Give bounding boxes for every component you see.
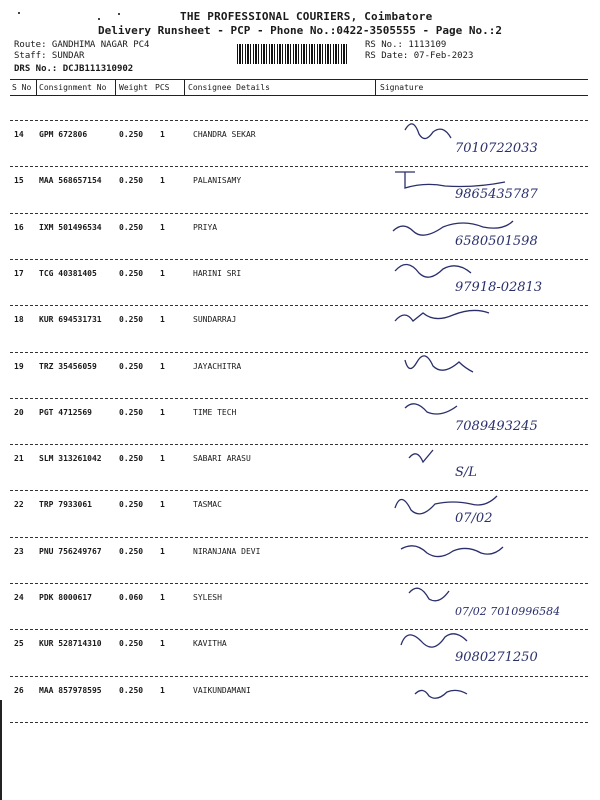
row-sno: 24 [14,593,24,602]
row-weight: 0.250 [119,130,144,139]
row-consignee: SUNDARRAJ [193,315,237,325]
row-pcs: 1 [160,361,165,371]
row-consignment-no: SLM 313261042 [39,454,102,464]
handwritten-signature [385,535,595,575]
row-consignee: TASMAC [193,500,222,510]
document-subtitle: Delivery Runsheet - PCP - Phone No.:0422-3505555 - Page No.:2 [98,24,502,37]
row-weight: 0.250 [119,407,144,417]
row-sno: 17 [14,268,24,278]
row-weight: 0.250 [119,546,144,556]
row-pcs: 1 [160,222,165,232]
row-sno: 15 [14,176,24,186]
row-sno: 16 [14,222,24,232]
row-pcs: 1 [160,546,165,556]
signature-phone-text: 07/02 [455,511,493,527]
row-consignee: VAIKUNDAMANI [193,685,251,695]
staff-field: Staff: SUNDAR [14,51,85,61]
row-sno: 19 [14,361,24,371]
row-pcs: 1 [160,407,165,417]
row-consignment-no: TCG 40381405 [39,268,97,278]
row-consignment-no: PGT 4712569 [39,407,92,417]
signature-phone-text: S/L [455,465,477,481]
handwritten-signature [385,488,595,528]
row-consignment-no: PNU 756249767 [39,546,102,556]
row-sno: 14 [14,130,24,139]
row-consignee: PALANISAMY [193,176,242,186]
row-sno: 25 [14,639,24,649]
column-divider [375,80,376,95]
row-consignee: JAYACHITRA [193,361,242,371]
row-consignee: KAVITHA [193,639,227,649]
column-divider [184,80,185,95]
row-pcs: 1 [160,454,165,464]
row-pcs: 1 [160,315,165,325]
row-sno: 22 [14,500,24,510]
handwritten-signature [385,118,595,158]
handwritten-signature [385,303,595,343]
row-consignee: TIME TECH [193,407,237,417]
signature-phone-text: 9080271250 [455,650,538,666]
handwritten-signature [385,396,595,436]
row-consignee: HARINI SRI [193,268,242,278]
row-sno: 20 [14,407,24,417]
row-consignment-no: KUR 694531731 [39,315,102,325]
column-header-weight: Weight [119,83,148,92]
column-header-sno: S No [12,83,32,92]
row-weight: 0.060 [119,593,144,602]
row-consignee: PRIYA [193,222,218,232]
row-pcs: 1 [160,593,165,602]
row-pcs: 1 [160,639,165,649]
row-consignment-no: TRZ 35456059 [39,361,97,371]
drs-number: DRS No.: DCJB111310902 [14,64,134,74]
rs-number: RS No.: 1113109 [365,40,447,50]
row-consignment-no: KUR 528714310 [39,639,102,649]
row-pcs: 1 [160,268,165,278]
row-consignment-no: TRP 7933061 [39,500,92,510]
row-sno: 26 [14,685,24,695]
row-weight: 0.250 [119,268,144,278]
signature-phone-text: 7089493245 [455,418,538,434]
row-weight: 0.250 [119,361,144,371]
handwritten-signature [385,674,595,714]
handwritten-signature [385,581,595,621]
column-divider [36,80,37,95]
signature-phone-text: 9865435787 [455,187,538,203]
signature-phone-text: 07/02 7010996584 [455,605,561,618]
handwritten-signature [385,350,595,390]
row-sno: 23 [14,546,24,556]
row-weight: 0.250 [119,222,144,232]
scan-speck [118,13,120,15]
row-consignment-no: MAA 568657154 [39,176,102,186]
row-weight: 0.250 [119,454,144,464]
signature-phone-text: 6580501598 [455,233,538,249]
row-consignment-no: PDK 8000617 [39,593,92,602]
signature-phone-text: 7010722033 [455,141,538,156]
column-divider [115,80,116,95]
handwritten-signature [385,164,595,204]
scan-speck [98,18,100,20]
row-weight: 0.250 [119,500,144,510]
rs-date: RS Date: 07-Feb-2023 [365,51,474,61]
row-weight: 0.250 [119,639,144,649]
row-consignment-no: IXM 501496534 [39,222,102,232]
document-title: THE PROFESSIONAL COURIERS, Coimbatore [180,10,433,23]
signature-phone-text: 97918-02813 [455,279,543,295]
header-rule-bottom [10,95,588,96]
route-field: Route: GANDHIMA NAGAR PC4 [14,40,150,50]
row-consignee: NIRANJANA DEVI [193,546,261,556]
row-weight: 0.250 [119,685,144,695]
column-header-signature: Signature [380,83,424,92]
column-header-consignment: Consignment No [39,83,107,92]
barcode [237,44,349,64]
row-sno: 18 [14,315,24,325]
scan-speck [18,12,20,14]
row-pcs: 1 [160,685,165,695]
row-pcs: 1 [160,176,165,186]
row-separator [10,722,588,723]
row-consignee: SABARI ARASU [193,454,251,464]
row-pcs: 1 [160,130,165,139]
row-consignment-no: MAA 857978595 [39,685,102,695]
row-pcs: 1 [160,500,165,510]
row-weight: 0.250 [119,315,144,325]
column-header-pcs: PCS [155,83,170,92]
header-rule-top [10,79,588,80]
column-header-consignee: Consignee Details [188,83,270,92]
row-consignee: SYLESH [193,593,222,602]
row-weight: 0.250 [119,176,144,186]
handwritten-signature [385,442,595,482]
handwritten-signature [385,211,595,251]
row-consignment-no: GPM 672806 [39,130,88,139]
handwritten-signature [385,257,595,297]
row-consignee: CHANDRA SEKAR [193,130,256,139]
handwritten-signature [385,627,595,667]
row-sno: 21 [14,454,24,464]
page-edge-mark [0,700,2,800]
